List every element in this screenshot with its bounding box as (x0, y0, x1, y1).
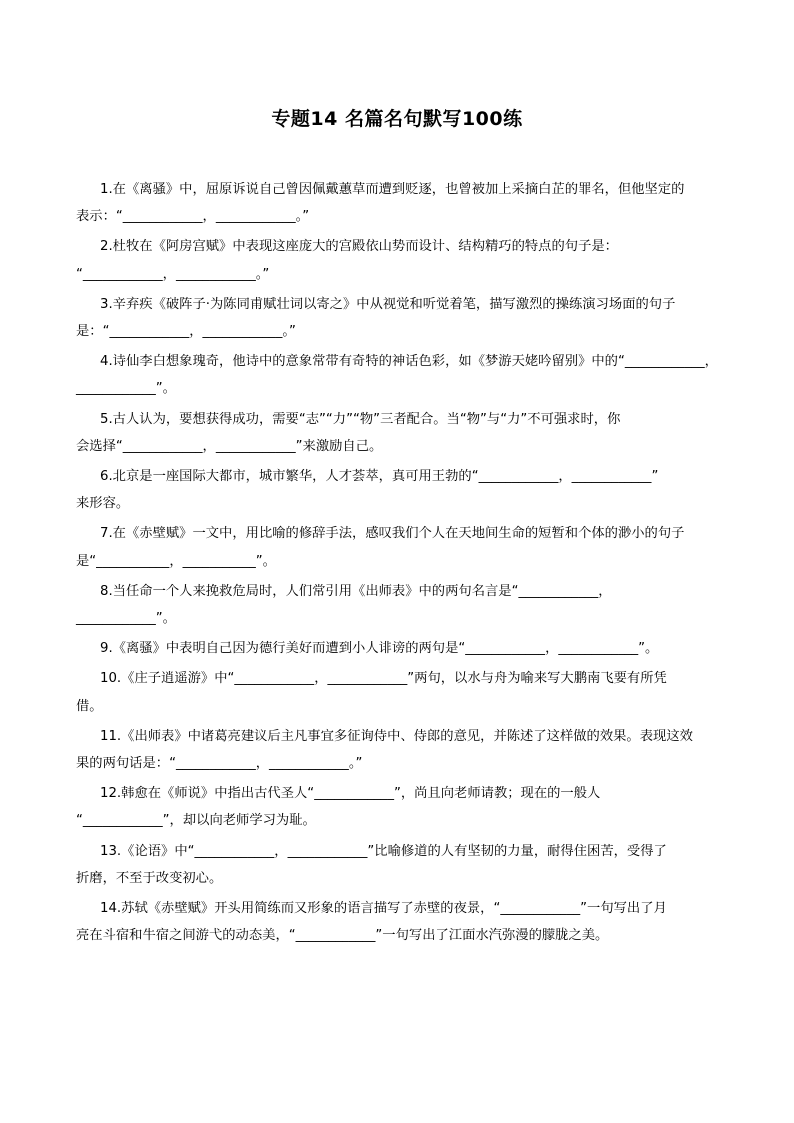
question-item (76, 463, 718, 517)
question-item (76, 578, 718, 632)
question-text-line: 9.《离骚》中表明自己因为德行美好而遭到小人诽谤的两句是“____________，____________”。 (100, 641, 659, 657)
question-item (76, 233, 718, 287)
question-text-line: 是“___________，___________”。 (76, 553, 276, 569)
question-text-line: 亮在斗宿和牛宿之间游弋的动态美，“____________”一句写出了江面水汽弥漫的朦胧之美。 (76, 928, 609, 944)
question-text-line: 14.苏轼《赤壁赋》开头用简练而又形象的语言描写了赤壁的夜景，“____________”一句写出了月 (100, 901, 667, 917)
question-item (76, 176, 718, 230)
question-text-line: 11.《出师表》中诸葛亮建议后主凡事宜多征询侍中、侍郎的意见，并陈述了这样做的效果。表现这效 (100, 728, 693, 744)
question-text-line: 来形容。 (76, 496, 130, 512)
question-item (76, 291, 718, 345)
question-item (76, 348, 718, 402)
question-text-line: 表示：“____________，____________。” (76, 209, 310, 225)
question-text-line: ____________”。 (76, 381, 176, 397)
question-text-line: 5.古人认为，要想获得成功，需要“志”“力”“物”三者配合。当“物”与“力”不可强求时，你 (100, 411, 621, 427)
question-text-line: 折磨，不至于改变初心。 (76, 870, 223, 886)
question-text-line: 是：“____________，____________。” (76, 324, 296, 340)
page-title: 专题14 名篇名句默写100练 (271, 108, 523, 130)
question-item (76, 520, 718, 574)
question-list (76, 176, 718, 952)
question-text-line: “____________”，却以向老师学习为耻。 (76, 813, 316, 829)
question-text-line: 1.在《离骚》中，屈原诉说自己曾因佩戴蕙草而遭到贬逐，也曾被加上采摘白芷的罪名，但他坚定的 (100, 182, 685, 197)
question-text-line: 6.北京是一座国际大都市，城市繁华，人才荟萃，真可用王勃的“____________，____________” (100, 469, 659, 485)
question-text-line: 3.辛弃疾《破阵子·为陈同甫赋壮词以寄之》中从视觉和听觉着笔，描写激烈的操练演习场面的句子 (100, 296, 676, 312)
question-text-line: 10.《庄子逍遥游》中“____________，____________”两句，以水与舟为喻来写大鹏南飞要有所凭 (100, 671, 667, 687)
question-text-line: 4.诗仙李白想象瑰奇，他诗中的意象常带有奇特的神话色彩，如《梦游天姥吟留别》中的“____________， (100, 354, 718, 370)
question-text-line: 2.杜牧在《阿房宫赋》中表现这座庞大的宫殿依山势而设计、结构精巧的特点的句子是： (100, 239, 618, 255)
question-item (76, 895, 718, 949)
question-text-line: 果的两句话是：“____________，____________。” (76, 756, 363, 772)
question-text-line: 会选择“____________，____________”来激励自己。 (76, 438, 383, 454)
question-text-line: 8.当任命一个人来挽救危局时，人们常引用《出师表》中的两句名言是“____________， (100, 583, 612, 599)
question-item (76, 635, 718, 662)
question-text-line: 13.《论语》中“____________，____________”比喻修道的人有坚韧的力量，耐得住困苦，受得了 (100, 843, 667, 859)
question-text-line: 7.在《赤壁赋》一文中，用比喻的修辞手法，感叹我们个人在天地间生命的短暂和个体的渺小的句子 (100, 526, 685, 542)
question-item (76, 723, 718, 777)
question-item (76, 406, 718, 460)
question-item (76, 665, 718, 719)
question-text-line: 12.韩愈在《师说》中指出古代圣人“____________”，尚且向老师请教；现在的一般人 (100, 786, 601, 802)
question-item (76, 780, 718, 834)
question-text-line: ____________”。 (76, 611, 176, 627)
question-text-line: 借。 (76, 698, 103, 714)
question-item (76, 838, 718, 892)
question-text-line: “____________，____________。” (76, 266, 270, 282)
